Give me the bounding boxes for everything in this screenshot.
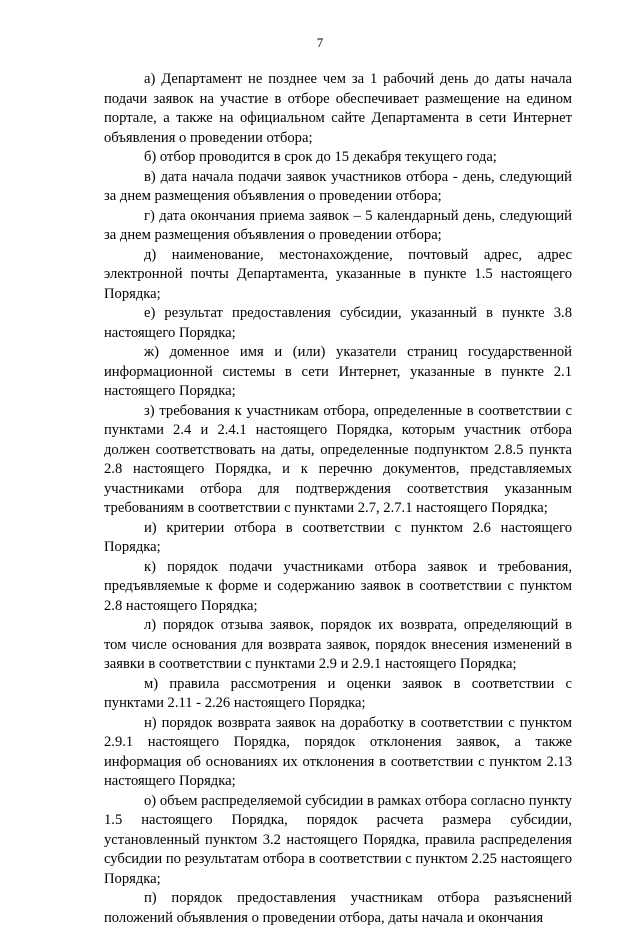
paragraph-b: б) отбор проводится в срок до 15 декабря текущего года; (144, 149, 497, 165)
document-body (104, 70, 572, 928)
page-number: 7 (316, 35, 324, 50)
paragraph-z: з) требования к участникам отбора, определенные в соответствии с пунктами 2.4 и 2.4.1 настоящего Порядка, которым участник отбора должен соответствовать на даты, определенные подпунктом 2.8.5 пункта 2.8 настоящего Порядка, и к перечню документов, представляемых участниками отбора для подтверждения соответствия указанным требованиям в соответствии с пунктами 2.7, 2.7.1 настоящего Порядка; (104, 402, 572, 516)
paragraph-o: о) объем распределяемой субсидии в рамках отбора согласно пункту 1.5 настоящего Порядка, порядок расчета размера субсидии, установленный пунктом 3.2 настоящего Порядка, правила распределения субсидии по результатам отбора в соответствии с пунктом 2.25 настоящего Порядка; (104, 792, 572, 887)
paragraph-k: к) порядок подачи участниками отбора заявок и требования, предъявляемые к форме и содержанию заявок в соответствии с пунктом 2.8 настоящего Порядка; (104, 558, 572, 614)
paragraph-n: н) порядок возврата заявок на доработку в соответствии с пунктом 2.9.1 настоящего Порядка, порядок отклонения заявок, а также информация об основаниях их отклонения в соответствии с пунктом 2.13 настоящего Порядка; (104, 714, 572, 789)
paragraph-m: м) правила рассмотрения и оценки заявок в соответствии с пунктами 2.11 - 2.26 настоящего Порядка; (104, 675, 572, 711)
paragraph-l: л) порядок отзыва заявок, порядок их возврата, определяющий в том числе основания для возврата заявок, порядок внесения изменений в заявки в соответствии с пунктами 2.9 и 2.9.1 настоящего Порядка; (104, 617, 572, 672)
paragraph-p: п) порядок предоставления участникам отбора разъяснений положений объявления о проведении отбора, даты начала и окончания (104, 890, 572, 926)
paragraph-g: г) дата окончания приема заявок – 5 календарный день, следующий за днем размещения объявления о проведении отбора; (104, 207, 572, 243)
paragraph-i: и) критерии отбора в соответствии с пунктом 2.6 настоящего Порядка; (104, 519, 572, 555)
paragraph-zh: ж) доменное имя и (или) указатели страниц государственной информационной системы в сети Интернет, указанные в пункте 2.1 настоящего Порядка; (104, 344, 572, 399)
paragraph-d: д) наименование, местонахождение, почтовый адрес, адрес электронной почты Департамента, указанные в пункте 1.5 настоящего Порядка; (104, 246, 572, 302)
paragraph-e: е) результат предоставления субсидии, указанный в пункте 3.8 настоящего Порядка; (104, 305, 572, 341)
paragraph-v: в) дата начала подачи заявок участников отбора - день, следующий за днем размещения объявления о проведении отбора; (104, 168, 572, 204)
paragraph-a: а) Департамент не позднее чем за 1 рабочий день до даты начала подачи заявок на участие в отборе обеспечивает размещение на едином портале, а также на официальном сайте Департамента в сети Интернет объявления о проведении отбора; (104, 71, 572, 146)
